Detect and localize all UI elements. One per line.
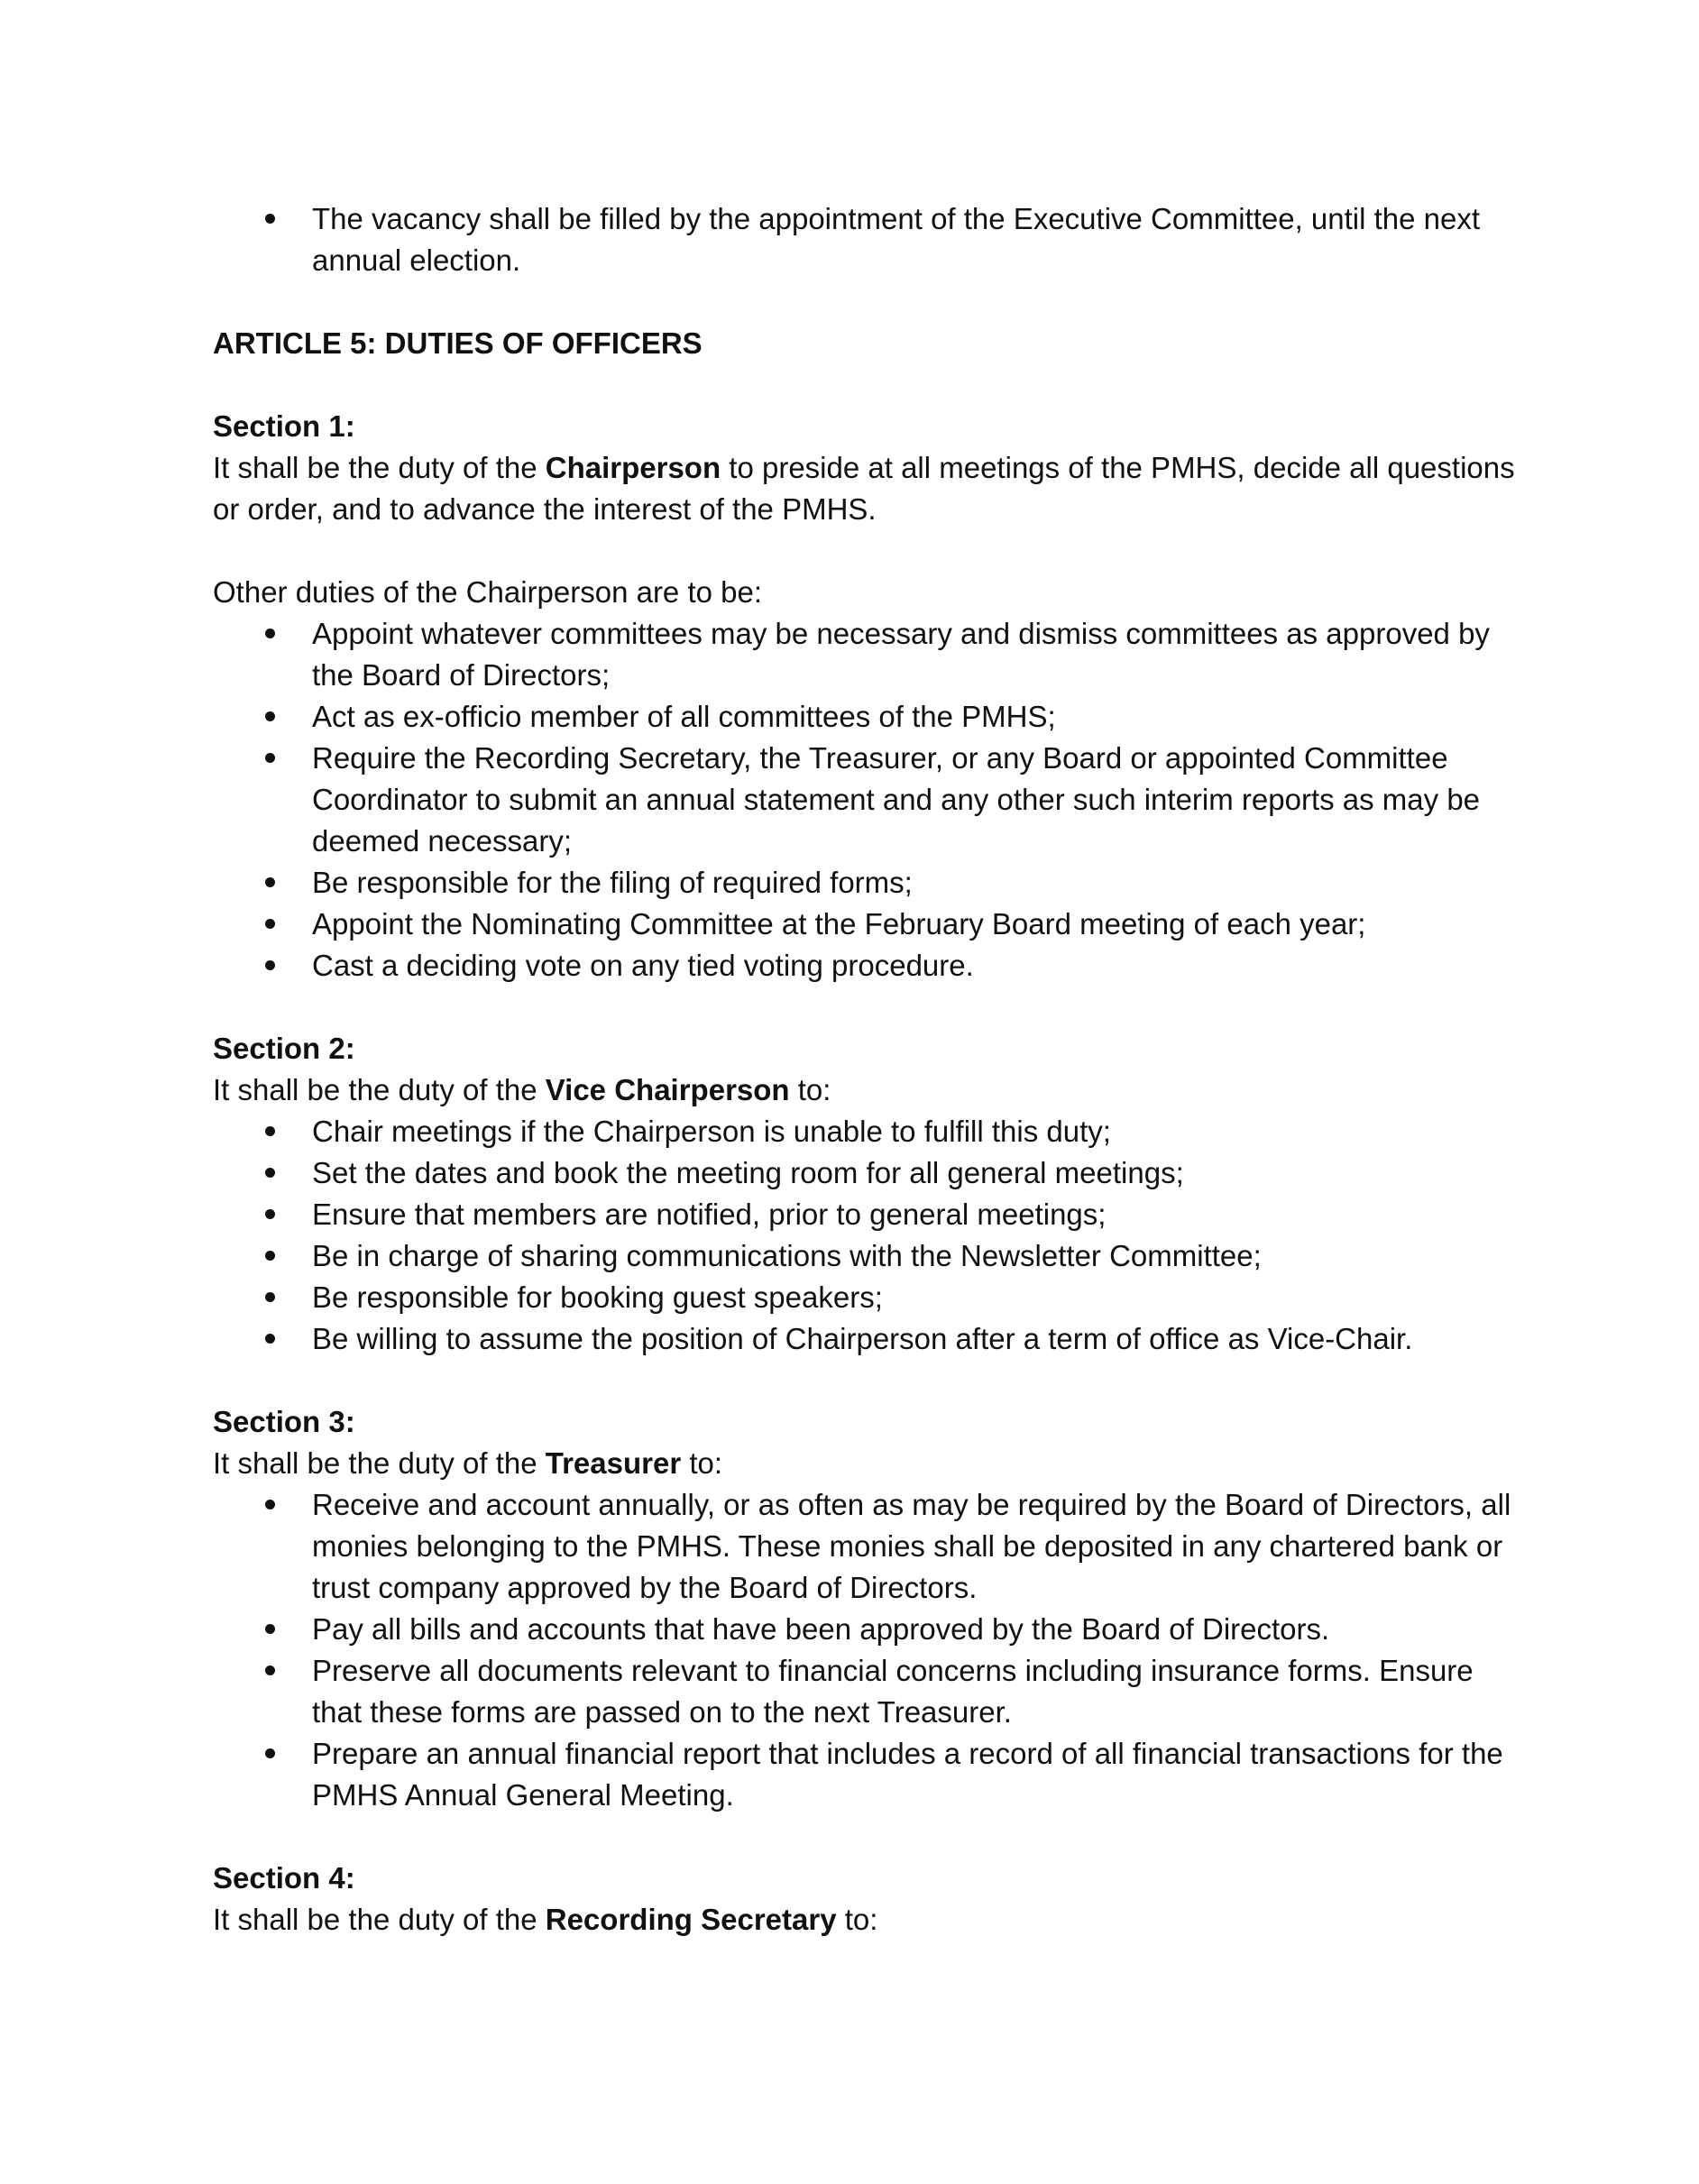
section-4-intro: It shall be the duty of the Recording Secretary to: bbox=[213, 1903, 878, 1936]
list-item: The vacancy shall be filled by the appointment of the Executive Committee, until the next annual election. bbox=[312, 198, 1520, 281]
section-2-bullet-list bbox=[213, 1111, 1520, 1360]
list-item: Pay all bills and accounts that have been approved by the Board of Directors. bbox=[312, 1609, 1520, 1650]
section-1-bullet-list bbox=[213, 613, 1520, 986]
list-item: Cast a deciding vote on any tied voting procedure. bbox=[312, 945, 1520, 986]
list-item: Be responsible for the filing of required forms; bbox=[312, 862, 1520, 904]
list-item: Receive and account annually, or as often as may be required by the Board of Directors, all monies belonging to the PMHS. These monies shall be deposited in any chartered bank or trust company approved by the Board of Directors. bbox=[312, 1484, 1520, 1609]
list-item: Appoint whatever committees may be necessary and dismiss committees as approved by the Board of Directors; bbox=[312, 613, 1520, 696]
list-item: Preserve all documents relevant to financial concerns including insurance forms. Ensure that these forms are passed on to the next Treasurer. bbox=[312, 1650, 1520, 1733]
list-item: Be in charge of sharing communications with the Newsletter Committee; bbox=[312, 1235, 1520, 1277]
list-item: Act as ex-officio member of all committees of the PMHS; bbox=[312, 696, 1520, 738]
list-item: Be responsible for booking guest speakers; bbox=[312, 1277, 1520, 1318]
list-item: Appoint the Nominating Committee at the February Board meeting of each year; bbox=[312, 904, 1520, 945]
section-3-bullet-list bbox=[213, 1484, 1520, 1816]
section-2-heading: Section 2: bbox=[213, 1032, 355, 1065]
list-item: Set the dates and book the meeting room for all general meetings; bbox=[312, 1152, 1520, 1194]
list-item: Prepare an annual financial report that includes a record of all financial transactions for the PMHS Annual General Meeting. bbox=[312, 1733, 1520, 1816]
article-title: ARTICLE 5: DUTIES OF OFFICERS bbox=[213, 326, 703, 360]
role-vice-chairperson: Vice Chairperson bbox=[545, 1073, 790, 1106]
role-recording-secretary: Recording Secretary bbox=[545, 1903, 837, 1936]
list-item: Be willing to assume the position of Chairperson after a term of office as Vice-Chair. bbox=[312, 1318, 1520, 1360]
section-1-intro: It shall be the duty of the Chairperson to preside at all meetings of the PMHS, decide all questions or order, and to advance the interest of the PMHS. bbox=[213, 451, 1515, 526]
top-bullet-list bbox=[213, 198, 1520, 281]
section-3-intro: It shall be the duty of the Treasurer to: bbox=[213, 1446, 723, 1480]
list-item: Require the Recording Secretary, the Treasurer, or any Board or appointed Committee Coordinator to submit an annual statement and any other such interim reports as may be deemed necessary; bbox=[312, 738, 1520, 862]
section-2-intro: It shall be the duty of the Vice Chairperson to: bbox=[213, 1073, 831, 1106]
list-item: Chair meetings if the Chairperson is unable to fulfill this duty; bbox=[312, 1111, 1520, 1152]
section-3-heading: Section 3: bbox=[213, 1405, 355, 1438]
section-4-heading: Section 4: bbox=[213, 1861, 355, 1895]
section-1-other-duties: Other duties of the Chairperson are to be: bbox=[213, 575, 763, 609]
section-1-heading: Section 1: bbox=[213, 409, 355, 443]
document-page bbox=[213, 198, 1520, 1941]
list-item: Ensure that members are notified, prior to general meetings; bbox=[312, 1194, 1520, 1235]
role-chairperson: Chairperson bbox=[545, 451, 721, 484]
role-treasurer: Treasurer bbox=[545, 1446, 682, 1480]
